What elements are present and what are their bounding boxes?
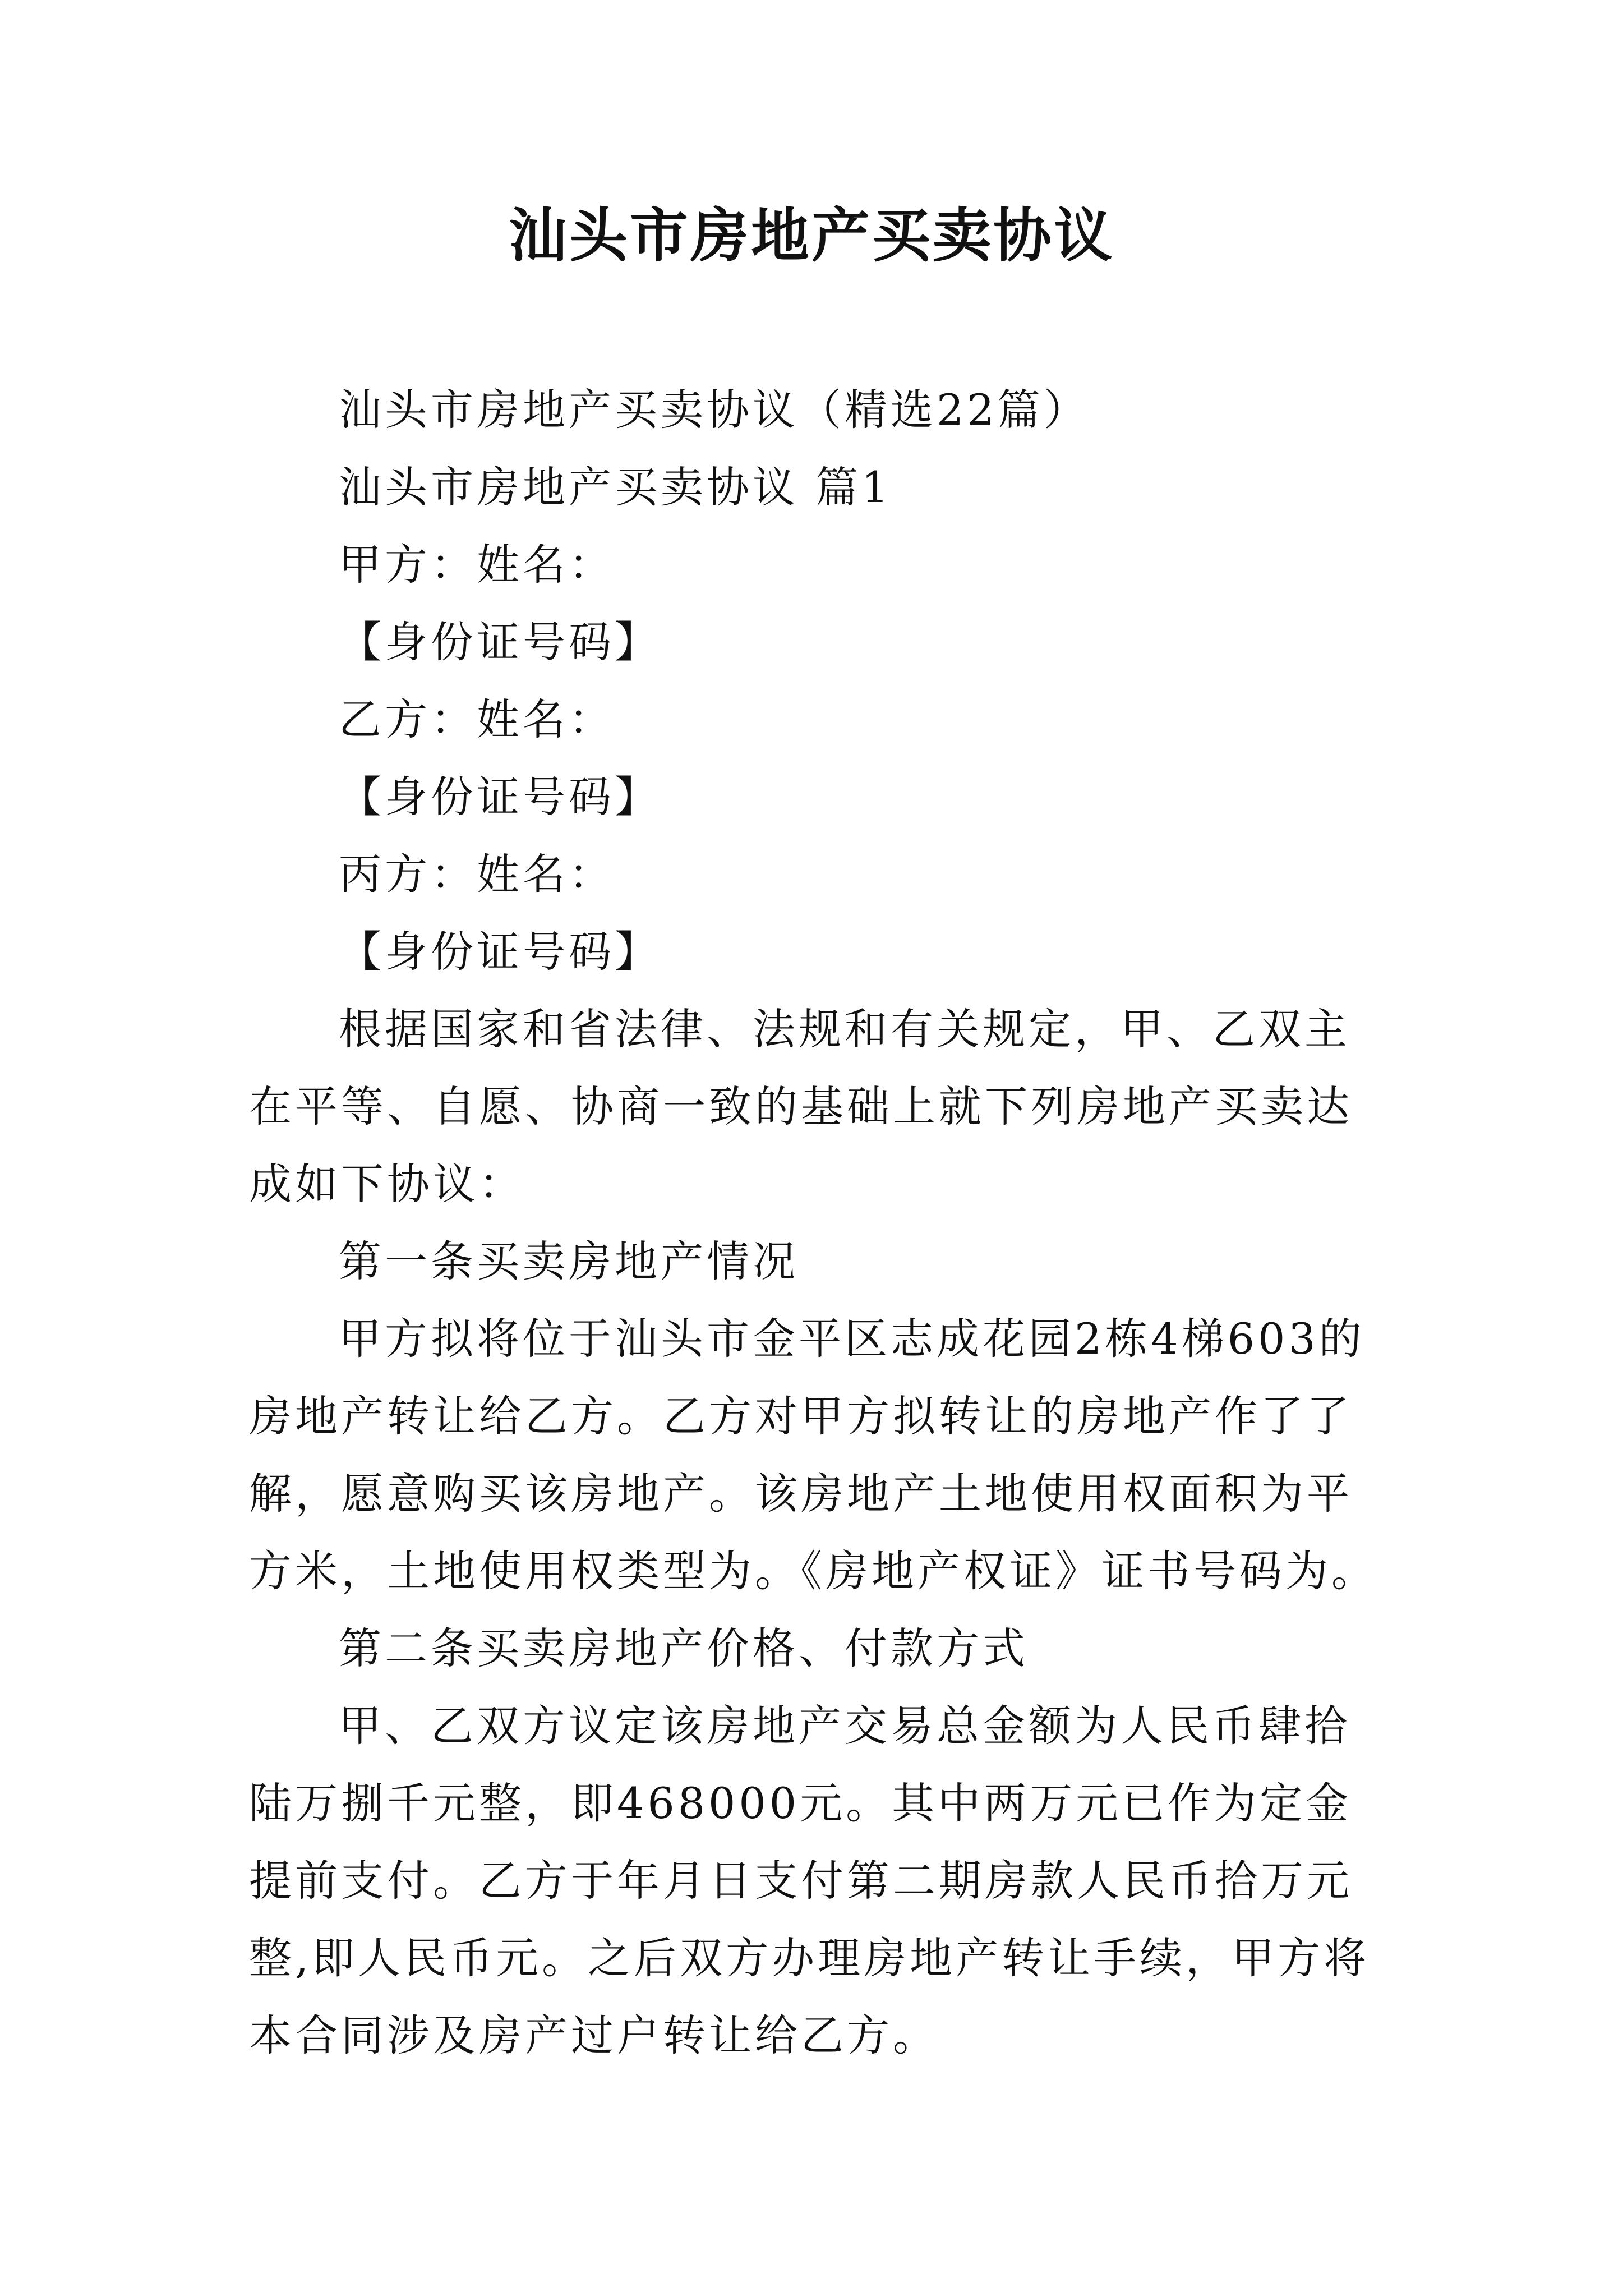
preamble-paragraph: 根据国家和省法律、法规和有关规定，甲、乙双主在平等、自愿、协商一致的基础上就下列房地产买卖达成如下协议：	[249, 1004, 1353, 1209]
party-c-id: 【身份证号码】	[339, 927, 661, 977]
section-heading: 汕头市房地产买卖协议 篇1	[339, 462, 892, 512]
party-a-name: 甲方：姓名：	[339, 540, 615, 590]
document-body	[249, 371, 1385, 2074]
article-2-body: 甲、乙双方议定该房地产交易总金额为人民币肆拾陆万捌千元整，即468000元。其中两万元已作为定金提前支付。乙方于年月日支付第二期房款人民币拾万元整,即人民币元。之后双方办理房地产转让手续，甲方将本合同涉及房产过户转让给乙方。	[249, 1701, 1370, 2060]
party-b-id: 【身份证号码】	[339, 772, 661, 822]
subtitle-paragraph: 汕头市房地产买卖协议（精选22篇）	[339, 385, 1090, 435]
article-2-heading: 第二条买卖房地产价格、付款方式	[339, 1623, 1029, 1673]
article-1-body: 甲方拟将位于汕头市金平区志成花园2栋4梯603的房地产转让给乙方。乙方对甲方拟转让的房地产作了了解，愿意购买该房地产。该房地产土地使用权面积为平方米，土地使用权类型为。《房地产权证》证书号码为。	[249, 1314, 1377, 1596]
article-1-heading: 第一条买卖房地产情况	[339, 1236, 799, 1286]
party-c-name: 丙方：姓名：	[339, 849, 615, 899]
document-title: 汕头市房地产买卖协议	[508, 201, 1114, 270]
party-a-id: 【身份证号码】	[339, 617, 661, 667]
party-b-name: 乙方：姓名：	[339, 694, 615, 744]
